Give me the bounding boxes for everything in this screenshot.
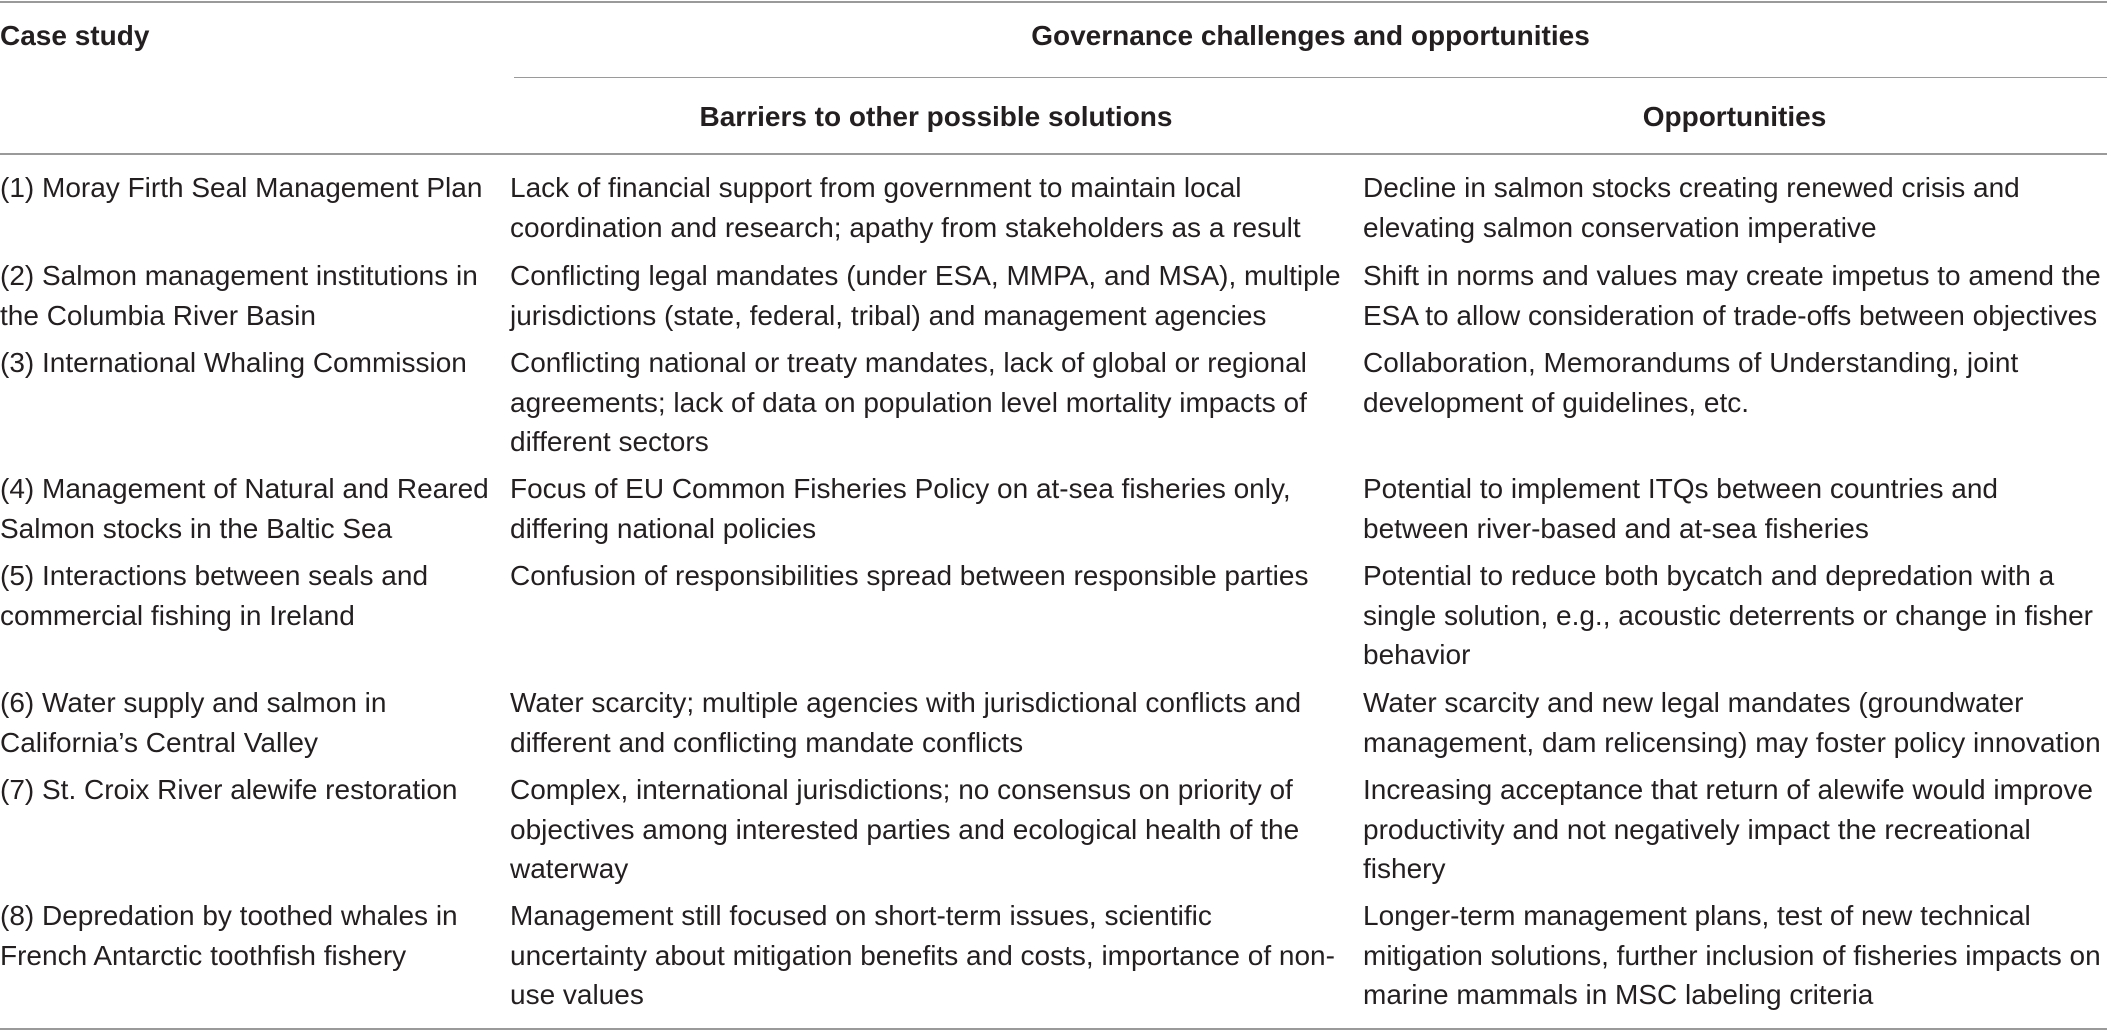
opportunities-cell: Increasing acceptance that return of alewife would improve productivity and not negatively impact the recreational fishery xyxy=(1363,774,2093,884)
case-study-cell: (1) Moray Firth Seal Management Plan xyxy=(0,172,483,203)
barriers-cell: Water scarcity; multiple agencies with jurisdictional conflicts and different and conflicting mandate conflicts xyxy=(510,687,1302,758)
opportunities-cell: Shift in norms and values may create impetus to amend the ESA to allow consideration of trade-offs between objectives xyxy=(1363,260,2101,331)
opportunities-cell: Water scarcity and new legal mandates (groundwater management, dam relicensing) may foster policy innovation xyxy=(1363,687,2101,758)
header-barriers: Barriers to other possible solutions xyxy=(699,101,1173,132)
case-study-cell: (3) International Whaling Commission xyxy=(0,347,467,378)
opportunities-cell: Decline in salmon stocks creating renewed crisis and elevating salmon conservation imperative xyxy=(1363,172,2020,243)
opportunities-cell: Longer-term management plans, test of new technical mitigation solutions, further inclusion of fisheries impacts on marine mammals in MSC labeling criteria xyxy=(1363,900,2101,1010)
case-study-cell: (6) Water supply and salmon in California’s Central Valley xyxy=(0,687,387,758)
barriers-cell: Conflicting legal mandates (under ESA, MMPA, and MSA), multiple jurisdictions (state, federal, tribal) and management agencies xyxy=(510,260,1341,331)
barriers-cell: Management still focused on short-term issues, scientific uncertainty about mitigation benefits and costs, importance of non-use values xyxy=(510,900,1335,1010)
opportunities-cell: Collaboration, Memorandums of Understanding, joint development of guidelines, etc. xyxy=(1363,347,2019,418)
case-study-cell: (2) Salmon management institutions in the Columbia River Basin xyxy=(0,260,478,331)
table-top-rule xyxy=(0,1,2107,3)
barriers-cell: Focus of EU Common Fisheries Policy on at-sea fisheries only, differing national policies xyxy=(510,473,1291,544)
header-group-governance: Governance challenges and opportunities xyxy=(1031,20,1590,51)
case-study-cell: (4) Management of Natural and Reared Salmon stocks in the Baltic Sea xyxy=(0,473,489,544)
case-study-cell: (8) Depredation by toothed whales in French Antarctic toothfish fishery xyxy=(0,900,458,971)
opportunities-cell: Potential to reduce both bycatch and depredation with a single solution, e.g., acoustic deterrents or change in fisher behavior xyxy=(1363,560,2093,670)
barriers-cell: Conflicting national or treaty mandates, lack of global or regional agreements; lack of data on population level mortality impacts of different sectors xyxy=(510,347,1307,457)
case-study-cell: (5) Interactions between seals and commercial fishing in Ireland xyxy=(0,560,429,631)
header-bottom-rule xyxy=(0,153,2107,155)
header-group-rule xyxy=(514,77,2107,78)
header-opportunities: Opportunities xyxy=(1642,101,1827,132)
case-study-cell: (7) St. Croix River alewife restoration xyxy=(0,774,458,805)
barriers-cell: Confusion of responsibilities spread between responsible parties xyxy=(510,560,1309,591)
opportunities-cell: Potential to implement ITQs between countries and between river-based and at-sea fisheries xyxy=(1363,473,1999,544)
barriers-cell: Lack of financial support from government to maintain local coordination and research; apathy from stakeholders as a result xyxy=(510,172,1301,243)
header-case-study: Case study xyxy=(0,20,150,51)
barriers-cell: Complex, international jurisdictions; no consensus on priority of objectives among interested parties and ecological health of the waterway xyxy=(510,774,1300,884)
